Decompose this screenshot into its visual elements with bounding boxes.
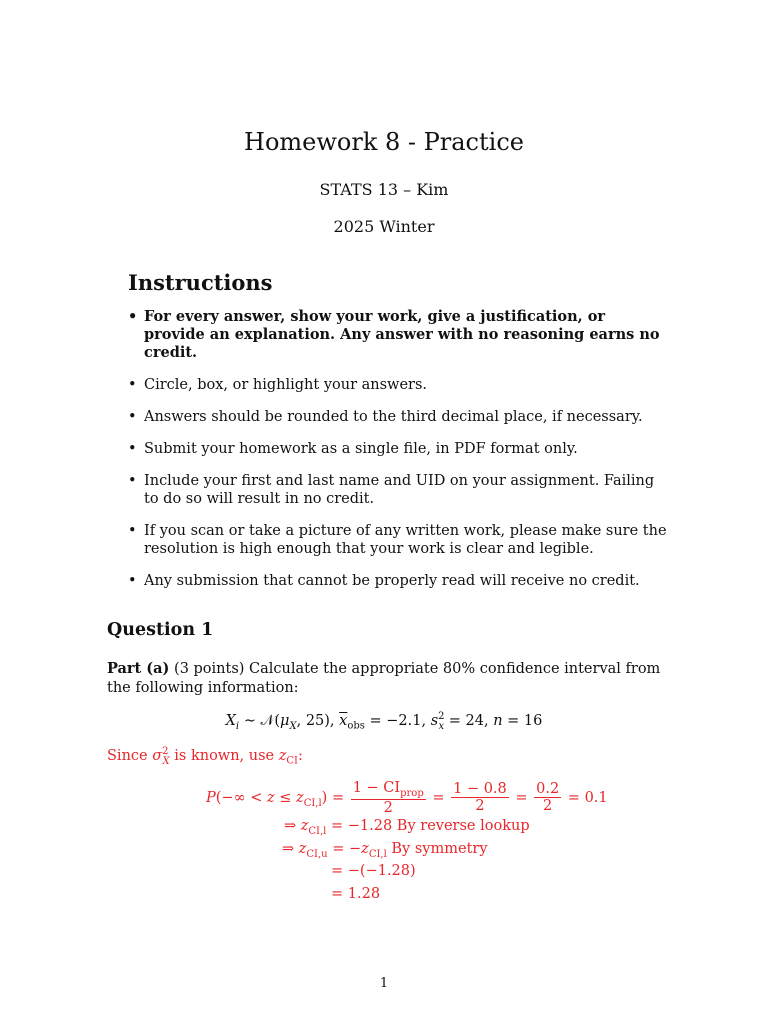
part-label: Part (a) xyxy=(107,660,170,677)
probability-equation: $P(-\infty < z \le z_{CI,l})$ = $\frac{1 - CI_{prop}}{2}$ = $\frac{1 - 0.8}{2}$ = $\frac{0.2}{2}$ = 0.1 xyxy=(206,780,608,816)
instruction-item: • If you scan or take a picture of any written work, please make sure the resolution is high enough that your work is clear and legible. xyxy=(128,522,668,558)
answer-intro: Since $\sigma^2_X$ is known, use $z_{CI}$: xyxy=(107,746,303,767)
term-line: 2025 Winter xyxy=(333,217,435,236)
lower-z-line: ⇒ $z_{CI,l} = -1.28$ By reverse lookup xyxy=(284,818,530,837)
instructions-heading: Instructions xyxy=(128,270,273,295)
instructions-list xyxy=(128,308,668,604)
instruction-item: • Include your first and last name and UID on your assignment. Failing to do so will result in no credit. xyxy=(128,472,668,508)
course-line: STATS 13 – Kim xyxy=(319,180,449,199)
instruction-item: • Circle, box, or highlight your answers. xyxy=(128,376,668,394)
instruction-item: • Any submission that cannot be properly read will receive no credit. xyxy=(128,572,668,590)
page-number: 1 xyxy=(379,976,389,991)
given-equation: $X_i$ ∼ $𝒩(\mu_X$, 25), $\overline{x}_{obs} = -2.1$, $s^2_x = 24$, n = 16 xyxy=(225,711,543,732)
instruction-item: • Submit your homework as a single file, in PDF format only. xyxy=(128,440,668,458)
document-title: Homework 8 - Practice xyxy=(244,128,524,156)
instruction-item: • For every answer, show your work, give a justification, or provide an explanation. Any answer with no reasoning earns no credit. xyxy=(128,308,668,362)
question-heading: Question 1 xyxy=(107,620,214,640)
upper-z-line: ⇒ $z_{CI,u} = -z_{CI,l}$ By symmetry xyxy=(282,841,488,860)
instruction-item: • Answers should be rounded to the third decimal place, if necessary. xyxy=(128,408,668,426)
part-text: (3 points) Calculate the appropriate 80% confidence interval from the following information: xyxy=(107,661,661,696)
part-a-prompt xyxy=(107,659,662,698)
result-line: = 1.28 xyxy=(331,886,381,902)
negation-line: = −(−1.28) xyxy=(331,863,416,879)
